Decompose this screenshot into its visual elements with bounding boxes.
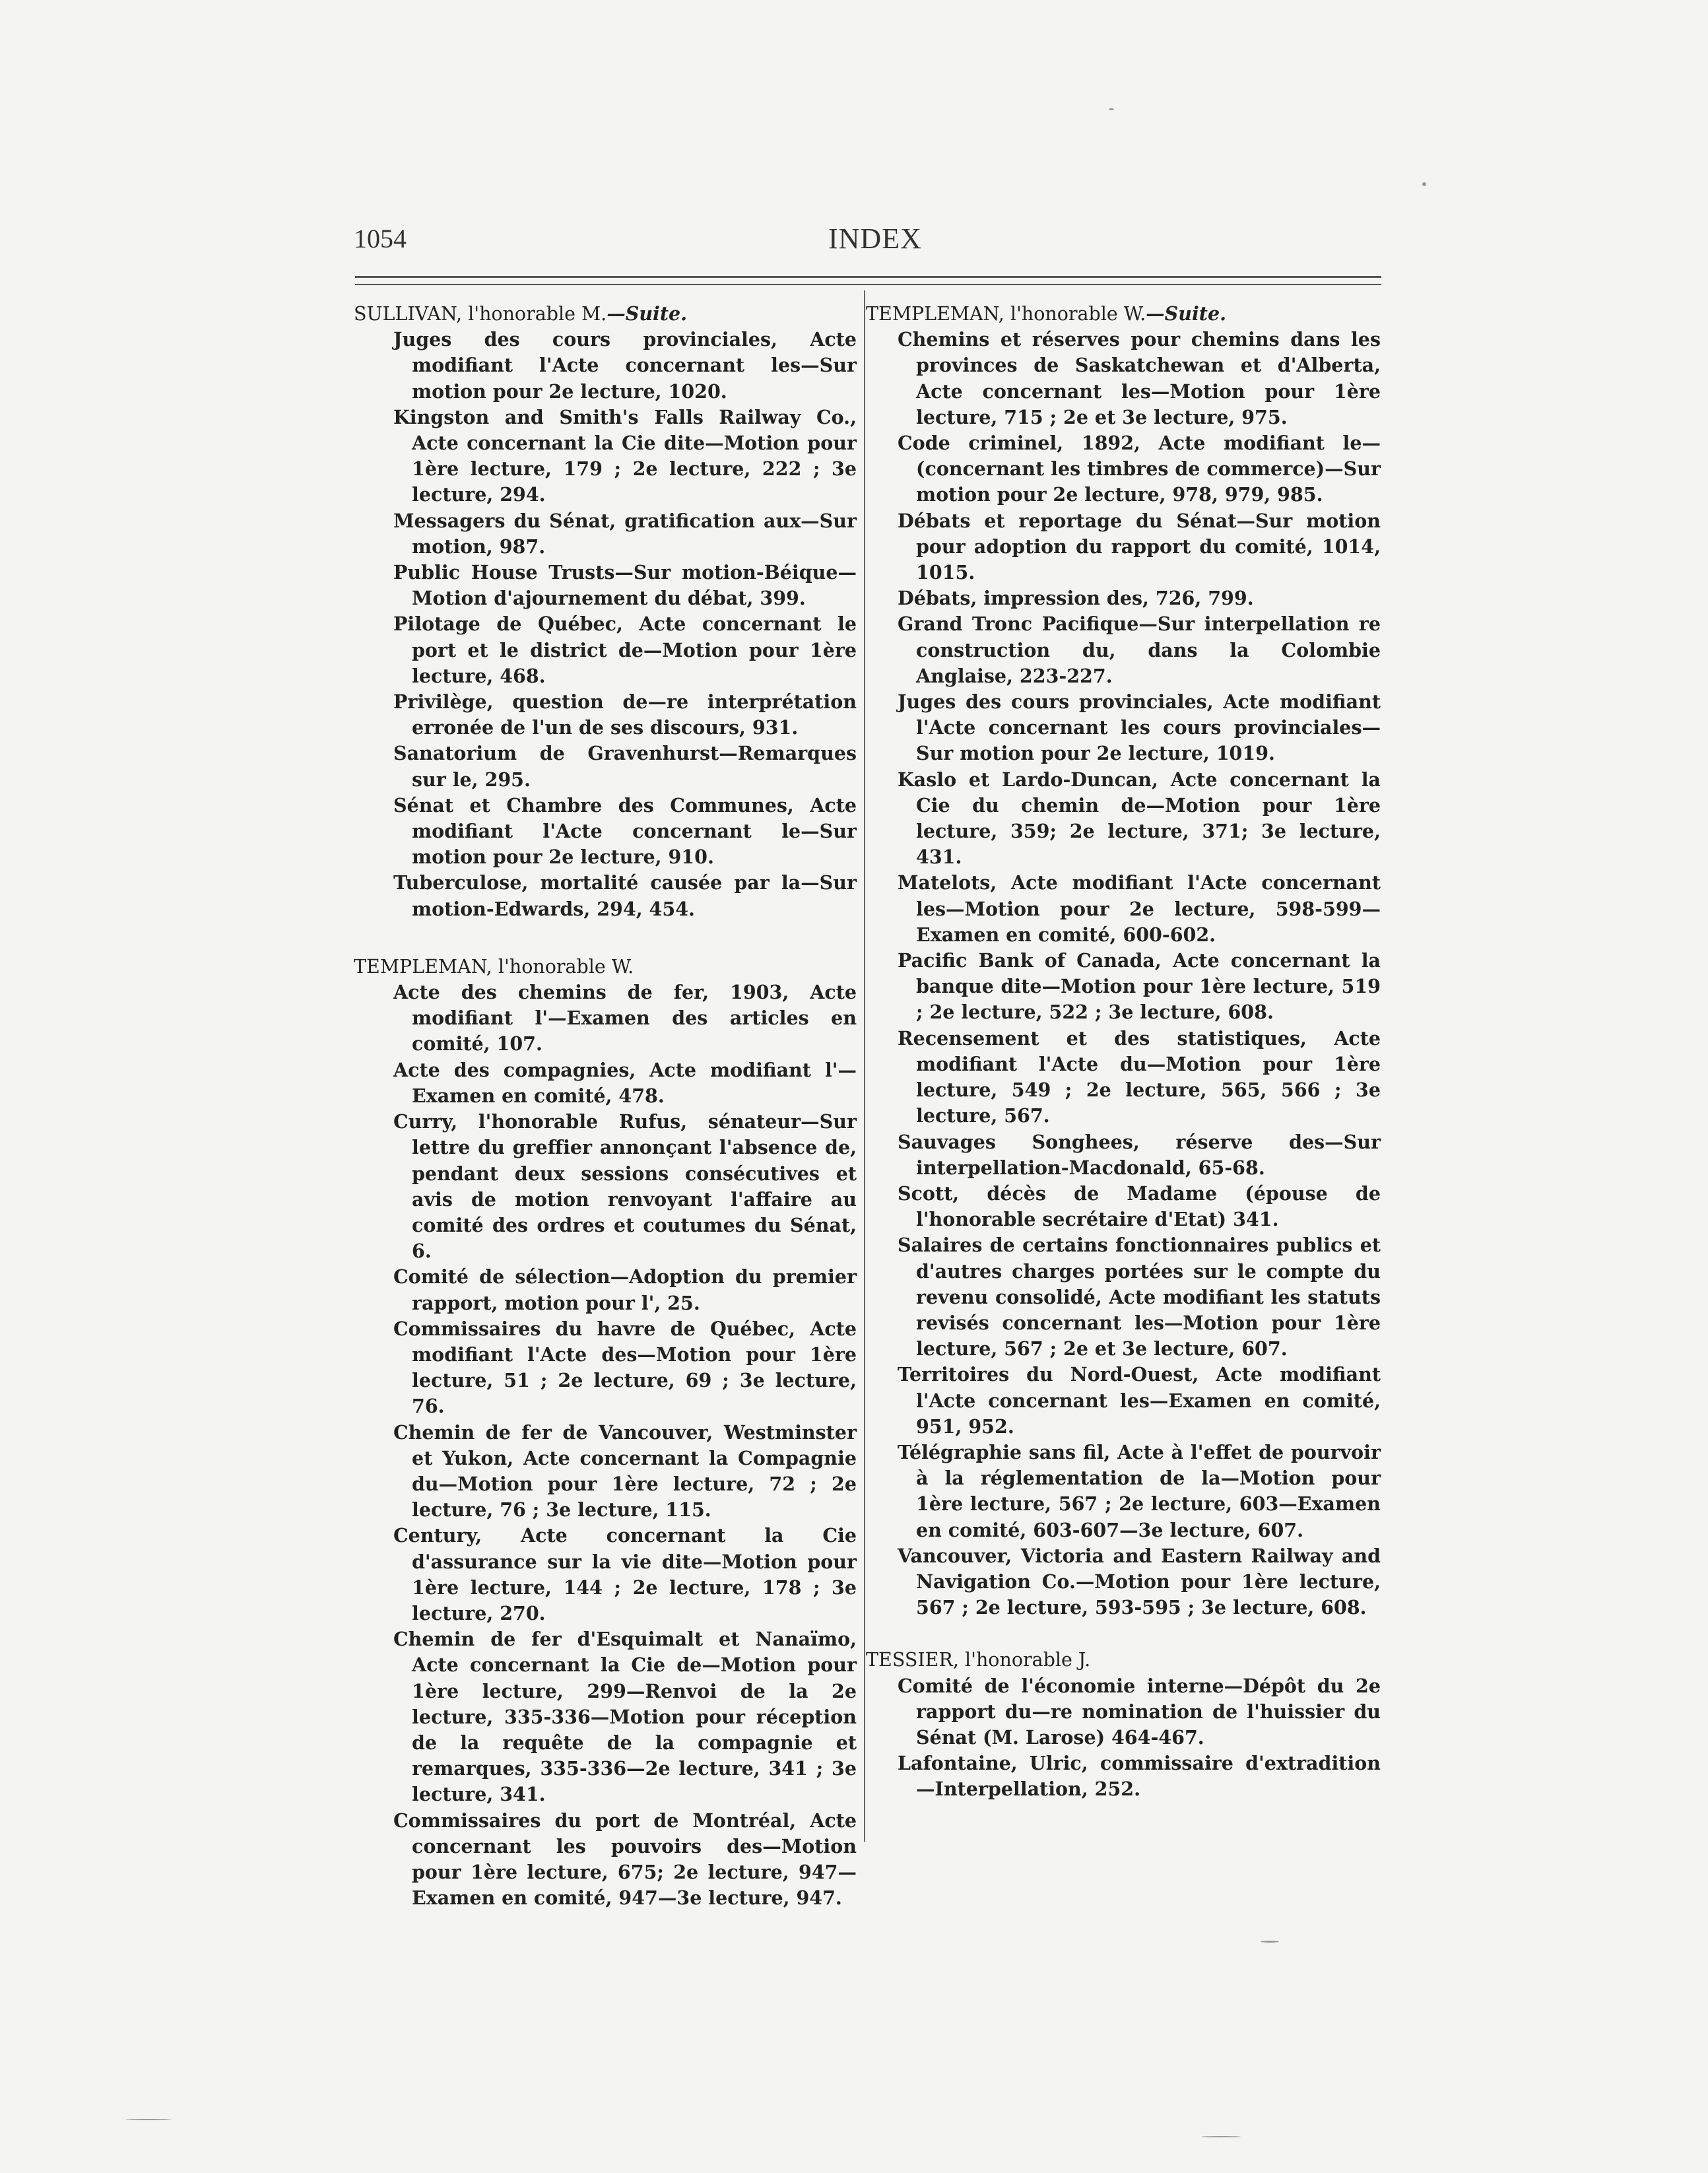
index-entry: Recensement et des statistiques, Acte modifiant l'Acte du—Motion pour 1ère lecture, 549 ; 2e lecture, 565, 566 ; 3e lecture, 567.	[898, 1026, 1381, 1127]
index-entry: Juges des cours provinciales, Acte modifiant l'Acte concernant les—Sur motion pour 2e lecture, 1020.	[393, 328, 857, 403]
page-number: 1054	[354, 224, 407, 253]
index-entry: Chemin de fer de Vancouver, Westminster et Yukon, Acte concernant la Compagnie du—Motion pour 1ère lecture, 72 ; 2e lecture, 76 ; 3e lecture, 115.	[393, 1421, 857, 1521]
header-rule-secondary	[355, 284, 1381, 285]
page-title: INDEX	[828, 222, 922, 255]
index-entry: Vancouver, Victoria and Eastern Railway and Navigation Co.—Motion pour 1ère lecture, 567 ; 2e lecture, 593-595 ; 3e lecture, 608.	[898, 1544, 1381, 1619]
header-rule	[355, 276, 1381, 278]
index-entry: Matelots, Acte modifiant l'Acte concernant les—Motion pour 2e lecture, 598-599—Examen en comité, 600-602.	[898, 871, 1381, 946]
index-entry: Commissaires du havre de Québec, Acte modifiant l'Acte des—Motion pour 1ère lecture, 51 ; 2e lecture, 69 ; 3e lecture, 76.	[393, 1317, 857, 1418]
scan-speck	[1109, 108, 1114, 110]
index-heading	[866, 301, 1381, 327]
column-divider	[864, 290, 865, 1842]
index-entry: Public House Trusts—Sur motion-Béique—Motion d'ajournement du débat, 399.	[393, 561, 857, 610]
index-entry: Kaslo et Lardo-Duncan, Acte concernant la Cie du chemin de—Motion pour 1ère lecture, 359; 2e lecture, 371; 3e lecture, 431.	[898, 768, 1381, 869]
scan-speck	[1201, 2136, 1241, 2137]
index-entry: Télégraphie sans fil, Acte à l'effet de pourvoir à la réglementation de la—Motion pour 1ère lecture, 567 ; 2e lecture, 603—Examen en comité, 603-607—3e lecture, 607.	[898, 1440, 1381, 1541]
index-entry: Salaires de certains fonctionnaires publics et d'autres charges portées sur le compte du revenu consolidé, Acte modifiant les statuts revisés concernant les—Motion pour 1ère lecture, 567 ; 2e et 3e lecture, 607.	[898, 1234, 1381, 1360]
index-entry: Territoires du Nord-Ouest, Acte modifiant l'Acte concernant les—Examen en comité, 951, 952.	[898, 1363, 1381, 1438]
index-entries	[354, 327, 857, 922]
index-entry: Sauvages Songhees, réserve des—Sur interpellation-Macdonald, 65-68.	[898, 1130, 1381, 1179]
scan-speck	[1422, 182, 1426, 186]
heading-suite: —Suite.	[607, 302, 688, 325]
index-entry: Débats et reportage du Sénat—Sur motion pour adoption du rapport du comité, 1014, 1015.	[898, 509, 1381, 584]
index-section	[354, 301, 857, 922]
index-heading	[354, 954, 857, 980]
index-entry: Scott, décès de Madame (épouse de l'honorable secrétaire d'Etat) 341.	[898, 1182, 1381, 1231]
index-entry: Juges des cours provinciales, Acte modifiant l'Acte concernant les cours provinciales—Sur motion pour 2e lecture, 1019.	[898, 690, 1381, 765]
index-heading	[354, 301, 857, 327]
index-entry: Pilotage de Québec, Acte concernant le port et le district de—Motion pour 1ère lecture, 468.	[393, 613, 857, 687]
index-section	[354, 954, 857, 1912]
index-entry: Acte des chemins de fer, 1903, Acte modifiant l'—Examen des articles en comité, 107.	[393, 981, 857, 1055]
index-section	[866, 301, 1381, 1621]
index-entry: Grand Tronc Pacifique—Sur interpellation re construction du, dans la Colombie Anglaise, 223-227.	[898, 613, 1381, 687]
index-entry: Chemins et réserves pour chemins dans les provinces de Saskatchewan et d'Alberta, Acte concernant les—Motion pour 1ère lecture, 715 ; 2e et 3e lecture, 975.	[898, 328, 1381, 428]
scan-speck	[1261, 1941, 1279, 1943]
index-heading	[866, 1647, 1381, 1673]
index-entries	[866, 327, 1381, 1621]
heading-name: TEMPLEMAN, l'honorable W.	[354, 955, 634, 978]
index-entry: Tuberculose, mortalité causée par la—Sur motion-Edwards, 294, 454.	[393, 871, 857, 920]
index-entry: Sénat et Chambre des Communes, Acte modifiant l'Acte concernant le—Sur motion pour 2e lecture, 910.	[393, 793, 857, 869]
index-entry: Comité de l'économie interne—Dépôt du 2e rapport du—re nomination de l'huissier du Sénat (M. Larose) 464-467.	[898, 1674, 1381, 1749]
index-entry: Century, Acte concernant la Cie d'assurance sur la vie dite—Motion pour 1ère lecture, 144 ; 2e lecture, 178 ; 3e lecture, 270.	[393, 1524, 857, 1624]
index-entry: Sanatorium de Gravenhurst—Remarques sur le, 295.	[393, 742, 857, 791]
index-entries	[866, 1673, 1381, 1803]
index-entry: Lafontaine, Ulric, commissaire d'extradition—Interpellation, 252.	[898, 1752, 1381, 1801]
heading-name: SULLIVAN, l'honorable M.	[354, 303, 607, 325]
index-entry: Comité de sélection—Adoption du premier rapport, motion pour l', 25.	[393, 1265, 857, 1314]
scan-speck	[125, 2119, 172, 2120]
index-entries	[354, 980, 857, 1911]
heading-name: TEMPLEMAN, l'honorable W.	[866, 303, 1146, 325]
index-entry: Curry, l'honorable Rufus, sénateur—Sur lettre du greffier annonçant l'absence de, pendant deux sessions consécutives et avis de motion renvoyant l'affaire au comité des ordres et coutumes du Sénat, 6.	[393, 1110, 857, 1263]
heading-name: TESSIER, l'honorable J.	[866, 1649, 1091, 1671]
index-section	[866, 1647, 1381, 1802]
index-entry: Kingston and Smith's Falls Railway Co., Acte concernant la Cie dite—Motion pour 1ère lecture, 179 ; 2e lecture, 222 ; 3e lecture, 294.	[393, 405, 857, 506]
right-column	[866, 301, 1381, 1803]
index-entry: Commissaires du port de Montréal, Acte concernant les pouvoirs des—Motion pour 1ère lecture, 675; 2e lecture, 947—Examen en comité, 947—3e lecture, 947.	[393, 1809, 857, 1910]
index-entry: Messagers du Sénat, gratification aux—Sur motion, 987.	[393, 509, 857, 558]
index-entry: Pacific Bank of Canada, Acte concernant la banque dite—Motion pour 1ère lecture, 519 ; 2e lecture, 522 ; 3e lecture, 608.	[898, 949, 1381, 1024]
heading-suite: —Suite.	[1146, 302, 1227, 325]
index-entry: Chemin de fer d'Esquimalt et Nanaïmo, Acte concernant la Cie de—Motion pour 1ère lecture, 299—Renvoi de la 2e lecture, 335-336—Motion pour réception de la requête de la compagnie et remarques, 335-336—2e lecture, 341 ; 3e lecture, 341.	[393, 1628, 857, 1806]
left-column	[354, 301, 857, 1911]
index-entry: Privilège, question de—re interprétation erronée de l'un de ses discours, 931.	[393, 690, 857, 739]
index-entry: Acte des compagnies, Acte modifiant l'—Examen en comité, 478.	[393, 1058, 857, 1107]
index-entry: Débats, impression des, 726, 799.	[898, 587, 1254, 610]
index-entry: Code criminel, 1892, Acte modifiant le—(concernant les timbres de commerce)—Sur motion pour 2e lecture, 978, 979, 985.	[898, 432, 1381, 506]
